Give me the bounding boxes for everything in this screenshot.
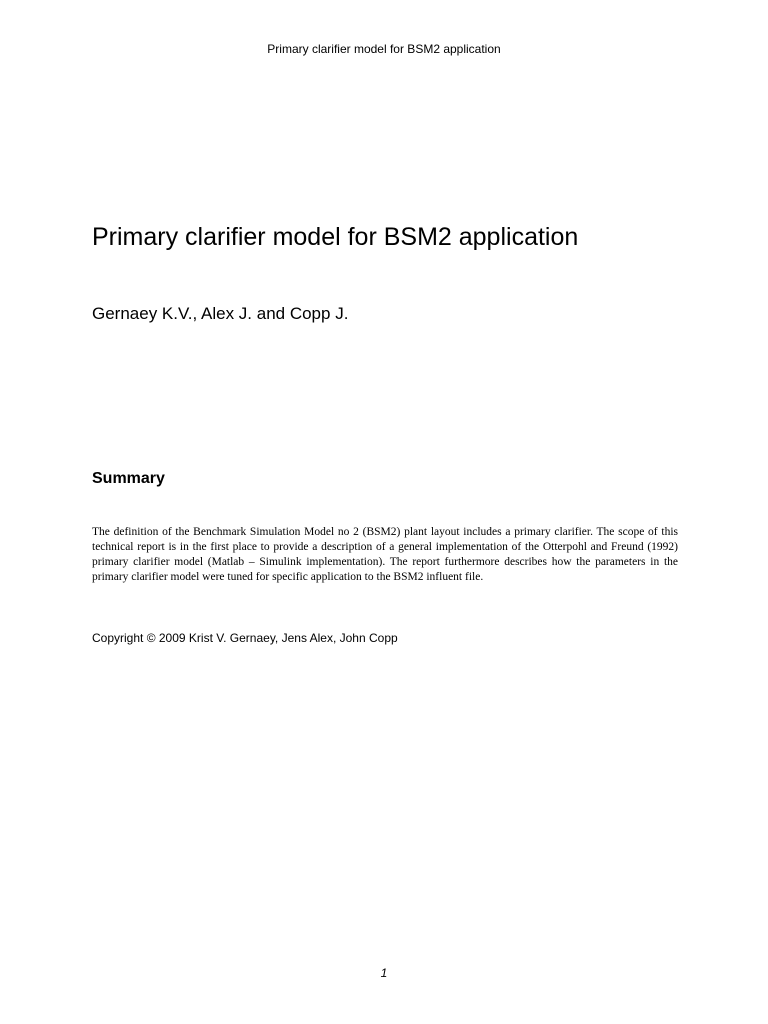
running-header: Primary clarifier model for BSM2 application xyxy=(267,42,501,56)
summary-paragraph: The definition of the Benchmark Simulation Model no 2 (BSM2) plant layout includes a primary clarifier. The scope of this technical report is in the first place to provide a description of a general implementation of the Otterpohl and Freund (1992) primary clarifier model (Matlab – Simulink implementation). The report furthermore describes how the parameters in the primary clarifier model were tuned for specific application to the BSM2 influent file. xyxy=(92,526,678,583)
page-number: 1 xyxy=(380,966,388,980)
document-title: Primary clarifier model for BSM2 application xyxy=(92,223,579,251)
summary-heading: Summary xyxy=(92,470,165,487)
document-authors: Gernaey K.V., Alex J. and Copp J. xyxy=(92,304,349,323)
copyright-notice: Copyright © 2009 Krist V. Gernaey, Jens Alex, John Copp xyxy=(92,631,398,645)
